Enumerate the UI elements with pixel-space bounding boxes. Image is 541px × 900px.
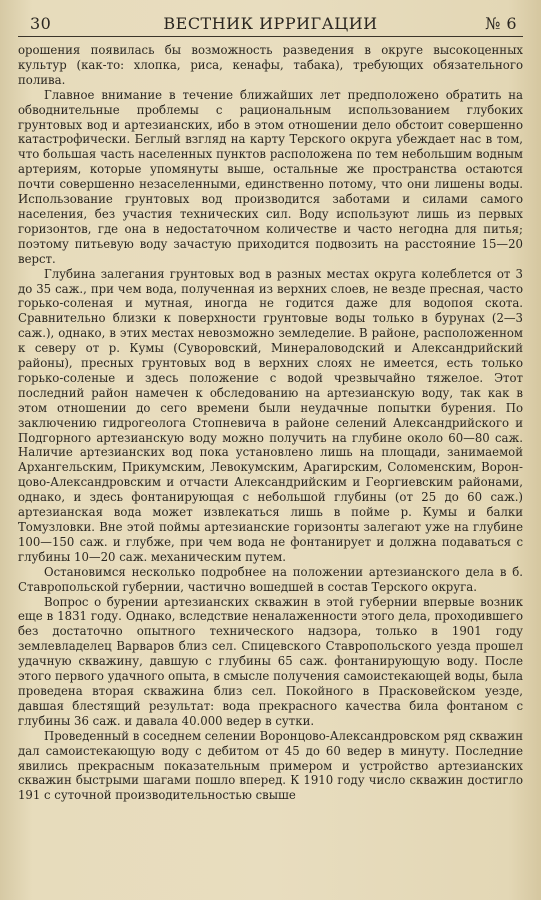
article-body — [18, 43, 523, 803]
page-header — [18, 12, 523, 37]
paragraph: Главное внимание в течение ближайших лет предположено обратить на обводнительные проблемы с рациональным использованием глубоких грунтовых вод и артезианских, ибо в этом отношении дело обстоит совершенно катастрофически. Беглый взгляд на карту Терского округа убеждает нас в том, что большая часть населенных пунктов расположена по тем небольшим водным артериям, которые упомянуты выше, остальные же пространства остаются почти совершенно незаселенными, единственно потому, что они лишены воды. Использование грунтовых вод производится заботами и силами самого населения, без участия технических сил. Воду используют лишь из первых горизонтов, где она в недостаточном количестве и часто негодна для питья; поэтому питьевую воду зачастую приходится подвозить на расстояние 15—20 верст. — [18, 87, 523, 266]
paragraph-continued: орошения появилась бы возможность разведения в округе высокоценных культур (как-то: хлопка, риса, кенафы, табака), требующих обязательного полива. — [18, 43, 523, 87]
page-number: 30 — [30, 14, 52, 33]
issue-number: № 6 — [485, 14, 517, 33]
paragraph: Проведенный в соседнем селении Воронцово-Александровском ряд скважин дал самоистекающую воду с дебитом от 45 до 60 ведер в минуту. Последние явились прекрасным показательным примером и устройство артезианских скважин быстрыми шагами пошло вперед. К 1910 году число скважин достигло 191 с суточной производительностью свыше — [18, 728, 523, 803]
paragraph: Остановимся несколько подробнее на положении артезианского дела в б. Ставропольской губернии, частично вошедшей в состав Терского округа. — [18, 564, 523, 594]
paragraph: Глубина залегания грунтовых вод в разных местах округа колеблется от 3 до 35 саж., при чем вода, полученная из верхних слоев, не везде пресная, часто горько-соленая и мутная, иногда не годится даже для водопоя скота. Сравнительно близки к поверхности грунтовые воды только в бурунах (2—3 саж.), однако, в этих местах невозможно земледелие. В районе, расположенном к северу от р. Кумы (Суворовский, Минераловодский и Александрийский районы), пресных грунтовых вод в верхних слоях не имеется, есть только горько-соленые и здесь положение с водой чрезвычайно тяжелое. Этот последний район намечен к обследованию на артезианскую воду, так как в этом отношении до сего времени были неудачные попытки бурения. По заключению гидрогеолога Стопневича в районе селений Александрийского и Подгорного артезианскую воду можно получить на глубине около 60—80 саж. Наличие артезианских вод пока установлено лишь на площади, занимаемой Архангельским, Прикумским, Левокумским, Арагирским, Соломенским, Воронцово-Александровским и отчасти Александрийским и Георгиевским районами, однако, и здесь фонтанирующая с небольшой глубины (от 25 до 60 саж.) артезианская вода может извлекаться лишь в пойме р. Кумы и балки Томузловки. Вне этой поймы артезианские горизонты залегают уже на глубине 100—150 саж. и глубже, при чем вода не фонтанирует и должна подаваться с глубины 10—20 саж. механическим путем. — [18, 266, 523, 564]
journal-title: ВЕСТНИК ИРРИГАЦИИ — [163, 14, 378, 33]
paragraph: Вопрос о бурении артезианских скважин в этой губернии впервые возник еще в 1831 году. Однако, вследствие неналаженности этого дела, проходившего без достаточно опытного технического надзора, только в 1901 году землевладелец Варваров близ сел. Спицевского Ставропольского уезда прошел удачную скважину, давшую с глубины 65 саж. фонтанирующую воду. После этого первого удачного опыта, в смысле получения самоистекающей воды, была проведена вторая скважина близ сел. Покойного в Прасковейском уезде, давшая блестящий результат: вода прекрасного качества била фонтаном с глубины 36 саж. и давала 40.000 ведер в сутки. — [18, 594, 523, 728]
